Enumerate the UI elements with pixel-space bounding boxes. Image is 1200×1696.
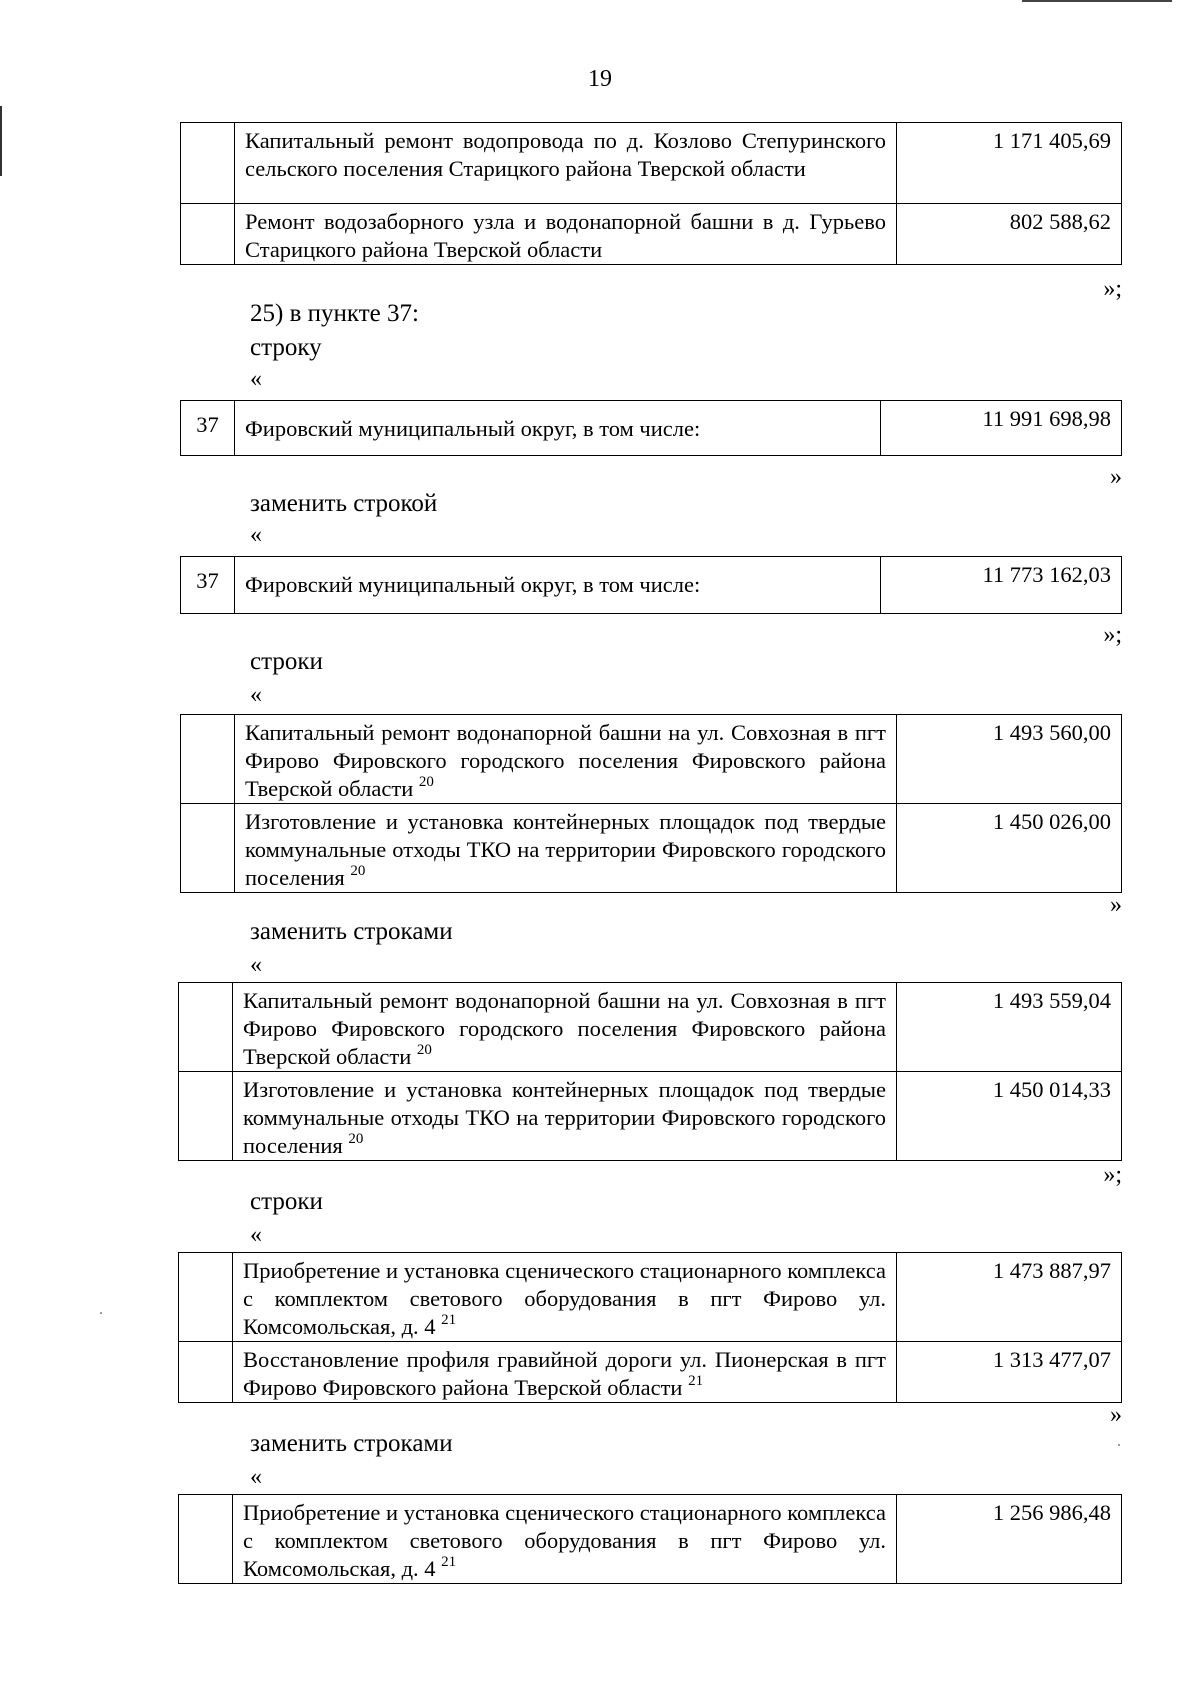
row-amount: 1 256 986,48 xyxy=(897,1495,1122,1584)
row-description: Приобретение и установка сценического стационарного комплекса с комплектом светового оборудования в пгт Фирово ул. Комсомольская, д. 4 $^{21}$ xyxy=(233,1495,897,1584)
row-description: Ремонт водозаборного узла и водонапорной башни в д. Гурьево Старицкого района Тверской области xyxy=(235,204,897,265)
row-amount: 802 588,62 xyxy=(897,204,1122,265)
scan-speck xyxy=(1118,1444,1120,1446)
table-7 xyxy=(178,1494,1122,1584)
row-amount: 1 171 405,69 xyxy=(897,123,1122,204)
footnote-ref: 21 xyxy=(441,1553,457,1570)
row-amount: 1 493 560,00 xyxy=(897,715,1122,804)
row-description: Изготовление и установка контейнерных площадок под твердые коммунальные отходы ТКО на территории Фировского городского поселения $^{20}$ xyxy=(235,804,897,893)
closing-quote: » xyxy=(1110,464,1122,490)
table-row xyxy=(181,401,1122,456)
table-1 xyxy=(180,122,1122,265)
instruction-text: заменить строками xyxy=(250,918,453,945)
opening-quote: « xyxy=(250,366,262,392)
table-5 xyxy=(178,982,1122,1161)
footnote-ref: 20 xyxy=(350,862,366,879)
instruction-text: строки xyxy=(250,1188,323,1215)
closing-quote: » xyxy=(1110,892,1122,918)
closing-quote: »; xyxy=(1103,276,1122,302)
row-description: Капитальный ремонт водонапорной башни на ул. Совхозная в пгт Фирово Фировского городского поселения Фировского района Тверской области $^{20}$ xyxy=(233,983,897,1072)
page-number: 19 xyxy=(588,66,612,92)
row-number xyxy=(179,983,233,1072)
row-number xyxy=(179,1253,233,1342)
item-heading: 25) в пункте 37: xyxy=(250,300,419,327)
row-number xyxy=(179,1072,233,1161)
closing-quote: » xyxy=(1110,1402,1122,1428)
row-amount: 11 773 162,03 xyxy=(881,557,1122,614)
opening-quote: « xyxy=(250,952,262,978)
row-number xyxy=(181,204,235,265)
row-number xyxy=(181,123,235,204)
row-number: 37 xyxy=(181,557,235,614)
table-row xyxy=(181,204,1122,265)
row-amount: 1 493 559,04 xyxy=(897,983,1122,1072)
footnote-ref: 20 xyxy=(416,1041,432,1058)
row-amount: 11 991 698,98 xyxy=(881,401,1122,456)
row-amount: 1 473 887,97 xyxy=(897,1253,1122,1342)
table-6 xyxy=(178,1252,1122,1403)
footnote-ref: 21 xyxy=(441,1311,457,1328)
table-row xyxy=(181,123,1122,204)
scan-edge-mark xyxy=(0,106,2,176)
opening-quote: « xyxy=(250,1222,262,1248)
opening-quote: « xyxy=(250,522,262,548)
footnote-ref: 21 xyxy=(688,1372,704,1389)
row-description: Восстановление профиля гравийной дороги ул. Пионерская в пгт Фирово Фировского района Тверской области $^{21}$ xyxy=(233,1342,897,1403)
row-number xyxy=(179,1342,233,1403)
scan-speck xyxy=(100,1312,102,1314)
table-2 xyxy=(180,400,1122,456)
table-row xyxy=(181,557,1122,614)
opening-quote: « xyxy=(250,682,262,708)
closing-quote: »; xyxy=(1103,622,1122,648)
row-description: Фировский муниципальный округ, в том числе: xyxy=(235,401,881,456)
instruction-text: строки xyxy=(250,648,323,675)
table-row xyxy=(181,804,1122,893)
instruction-text: заменить строками xyxy=(250,1430,453,1457)
row-description: Капитальный ремонт водонапорной башни на ул. Совхозная в пгт Фирово Фировского городского поселения Фировского района Тверской области $^{20}$ xyxy=(235,715,897,804)
opening-quote: « xyxy=(250,1464,262,1490)
footnote-ref: 20 xyxy=(348,1130,364,1147)
table-row xyxy=(179,983,1122,1072)
table-row xyxy=(179,1495,1122,1584)
table-row xyxy=(181,715,1122,804)
row-number: 37 xyxy=(181,401,235,456)
row-number xyxy=(181,715,235,804)
table-row xyxy=(179,1342,1122,1403)
row-description: Приобретение и установка сценического стационарного комплекса с комплектом светового оборудования в пгт Фирово ул. Комсомольская, д. 4 $^{21}$ xyxy=(233,1253,897,1342)
row-description: Изготовление и установка контейнерных площадок под твердые коммунальные отходы ТКО на территории Фировского городского поселения $^{20}$ xyxy=(233,1072,897,1161)
row-number xyxy=(181,804,235,893)
closing-quote: »; xyxy=(1103,1162,1122,1188)
instruction-text: заменить строкой xyxy=(250,490,438,517)
row-amount: 1 450 026,00 xyxy=(897,804,1122,893)
instruction-text: строку xyxy=(250,334,322,361)
table-3 xyxy=(180,556,1122,614)
scan-edge-mark xyxy=(1022,0,1172,2)
footnote-ref: 20 xyxy=(418,773,434,790)
row-description: Фировский муниципальный округ, в том числе: xyxy=(235,557,881,614)
row-amount: 1 450 014,33 xyxy=(897,1072,1122,1161)
row-number xyxy=(179,1495,233,1584)
row-description: Капитальный ремонт водопровода по д. Козлово Степуринского сельского поселения Старицкого района Тверской области xyxy=(235,123,897,204)
row-amount: 1 313 477,07 xyxy=(897,1342,1122,1403)
table-4 xyxy=(180,714,1122,893)
table-row xyxy=(179,1253,1122,1342)
table-row xyxy=(179,1072,1122,1161)
